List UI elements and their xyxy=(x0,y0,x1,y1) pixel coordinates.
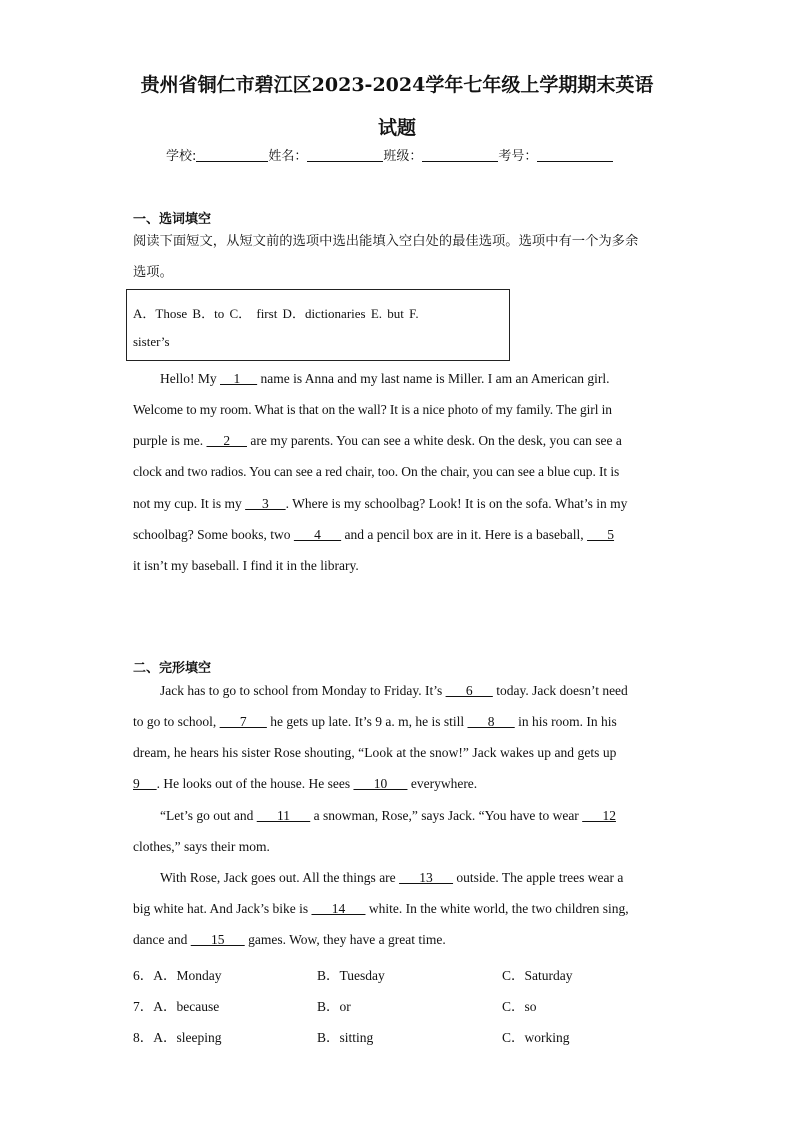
passage1-line: it isn’t my baseball. I find it in the library. xyxy=(133,558,359,573)
blank-11[interactable]: 11 xyxy=(256,808,311,823)
blank-12[interactable]: 12 xyxy=(582,808,616,823)
number-blank[interactable] xyxy=(537,147,613,162)
number-label: 考号： xyxy=(498,149,538,164)
blank-5[interactable]: 5 xyxy=(587,527,615,542)
passage1-line: schoolbag? Some books, two 4 and a pencil box are in it. Here is a baseball, 5 xyxy=(133,527,615,542)
student-info-row xyxy=(166,145,613,164)
name-blank[interactable] xyxy=(307,147,383,162)
instruction-line-2: 选项。 xyxy=(133,265,173,280)
school-blank[interactable] xyxy=(196,147,268,162)
school-label: 学校: xyxy=(166,149,197,164)
blank-6[interactable]: 6 xyxy=(445,683,493,698)
passage2-line: dance and 15 games. Wow, they have a great time. xyxy=(133,932,446,947)
blank-1[interactable]: 1 xyxy=(220,371,258,386)
class-blank[interactable] xyxy=(422,147,498,162)
choice-7c[interactable]: C．so xyxy=(502,999,537,1014)
page-title-continued: 试题 xyxy=(377,117,416,139)
passage1-line: Hello! My 1 name is Anna and my last name is Miller. I am an American girl. xyxy=(160,371,610,386)
passage2-line: big white hat. And Jack’s bike is 14 white. In the white world, the two children sing, xyxy=(133,901,629,916)
choice-8a[interactable]: 8．A．sleeping xyxy=(133,1030,222,1045)
section1-instruction xyxy=(133,226,663,288)
page-title: 贵州省铜仁市碧江区2023-2024学年七年级上学期期末英语 xyxy=(140,74,654,96)
passage2-line: to go to school, 7 he gets up late. It’s 9 a. m, he is still 8 in his room. In his xyxy=(133,714,617,729)
passage2-line: With Rose, Jack goes out. All the things are 13 outside. The apple trees wear a xyxy=(160,870,624,885)
passage2-line: “Let’s go out and 11 a snowman, Rose,” says Jack. “You have to wear 12 xyxy=(160,808,616,823)
blank-4[interactable]: 4 xyxy=(293,527,342,542)
blank-3[interactable]: 3 xyxy=(245,496,286,511)
passage2-line: Jack has to go to school from Monday to Friday. It’s 6 today. Jack doesn’t need xyxy=(160,683,628,698)
section1-heading: 一、选词填空 xyxy=(133,212,212,227)
section2-heading: 二、完形填空 xyxy=(133,661,212,676)
instruction-line-1: 阅读下面短文，从短文前的选项中选出能填入空白处的最佳选项。选项中有一个为多余 xyxy=(133,234,639,249)
blank-14[interactable]: 14 xyxy=(311,901,366,916)
passage1-line: Welcome to my room. What is that on the wall? It is a nice photo of my family. The girl in xyxy=(133,402,612,417)
blank-2[interactable]: 2 xyxy=(206,433,247,448)
choice-7b[interactable]: B．or xyxy=(317,999,351,1014)
choice-8c[interactable]: C．working xyxy=(502,1030,570,1045)
passage1-line: clock and two radios. You can see a red chair, too. On the chair, you can see a blue cup. It is xyxy=(133,464,620,479)
blank-15[interactable]: 15 xyxy=(190,932,245,947)
blank-13[interactable]: 13 xyxy=(399,870,454,885)
choice-6b[interactable]: B．Tuesday xyxy=(317,968,385,983)
class-label: 班级： xyxy=(383,149,423,164)
word-options-line-1: A．Those B．to C． first D．dictionaries E. but F. xyxy=(133,306,419,321)
choice-8b[interactable]: B．sitting xyxy=(317,1030,374,1045)
passage2-line: dream, he hears his sister Rose shouting, “Look at the snow!” Jack wakes up and gets up xyxy=(133,745,617,760)
passage2-line: clothes,” says their mom. xyxy=(133,839,270,854)
word-options-line-2: sister’s xyxy=(133,334,170,349)
passage1-line: purple is me. 2 are my parents. You can see a white desk. On the desk, you can see a xyxy=(133,433,622,448)
choice-6c[interactable]: C．Saturday xyxy=(502,968,573,983)
word-options-box xyxy=(126,289,510,361)
blank-10[interactable]: 10 xyxy=(353,776,408,791)
name-label: 姓名： xyxy=(268,149,308,164)
choice-6a[interactable]: 6．A．Monday xyxy=(133,968,222,983)
blank-9[interactable]: 9 xyxy=(133,776,157,791)
blank-7[interactable]: 7 xyxy=(219,714,267,729)
blank-8[interactable]: 8 xyxy=(467,714,515,729)
passage1-line: not my cup. It is my 3 . Where is my schoolbag? Look! It is on the sofa. What’s in my xyxy=(133,496,628,511)
choice-7a[interactable]: 7．A．because xyxy=(133,999,220,1014)
passage2-line: 9 . He looks out of the house. He sees 10 everywhere. xyxy=(133,776,478,791)
